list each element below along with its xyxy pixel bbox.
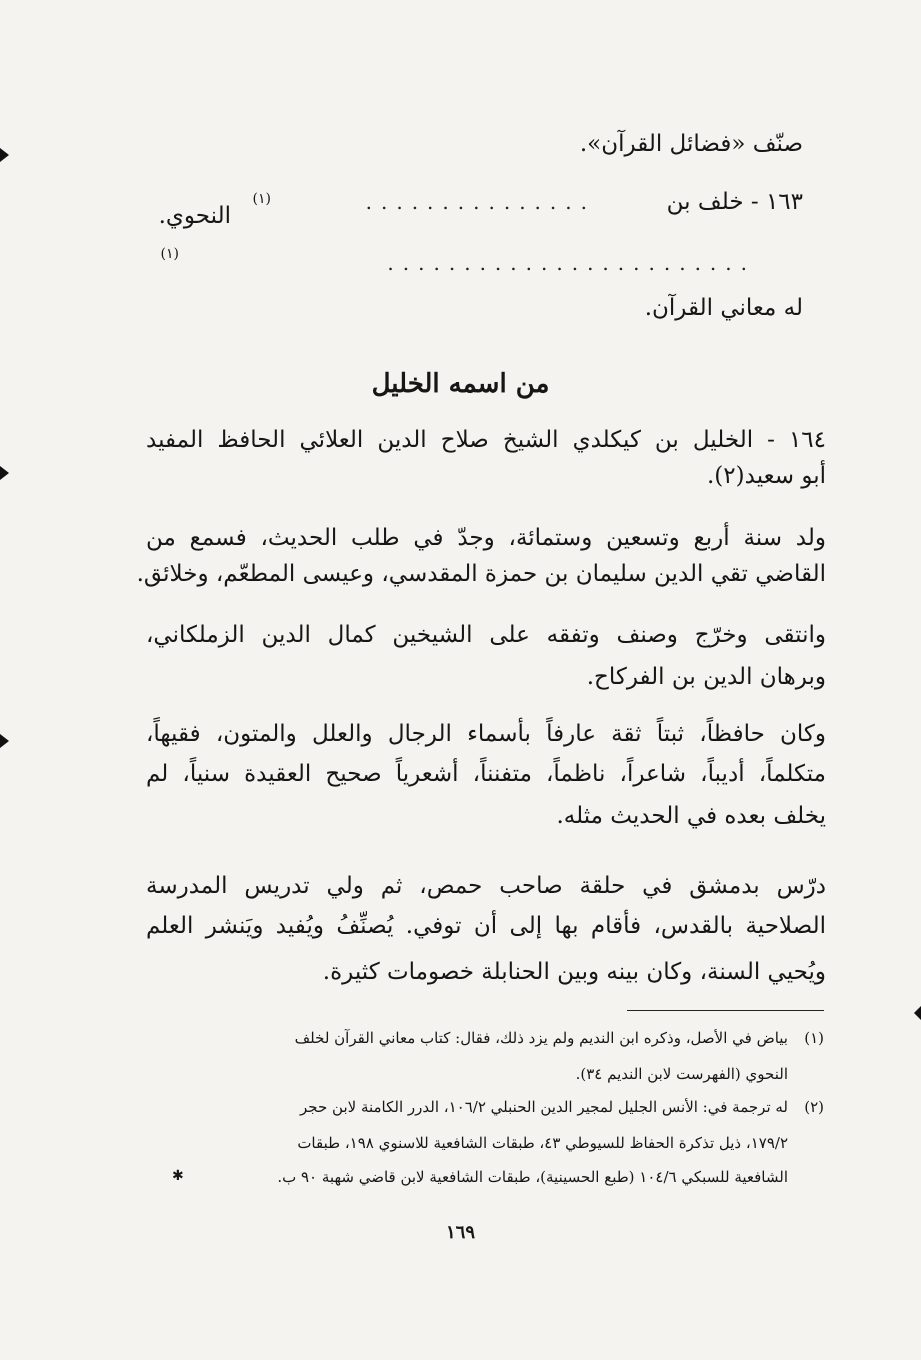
body-line: ويُحيي السنة، وكان بينه وبين الحنابلة خصومات كثيرة. [322,959,826,985]
footnote-line: الشافعية للسبكي ١٠٤/٦ (طبع الحسينية)، طبقات الشافعية لابن قاضي شهبة ٩٠ ب. [277,1168,788,1186]
scan-edge-mark-icon [0,466,9,480]
body-line: متكلماً، أديباً، شاعراً، ناظماً، متفنناً، أشعرياً صحيح العقيدة سنياً، لم [146,761,826,787]
body-line: القاضي تقي الدين سليمان بن حمزة المقدسي، وعيسى المطعّم، وخلائق. [136,561,826,587]
footnote-number: (١) [804,1029,824,1047]
body-line: درّس بدمشق في حلقة صاحب حمص، ثم ولي تدريس المدرسة [146,873,826,899]
text-line: له معاني القرآن. [644,295,803,321]
footnote-line: بياض في الأصل، وذكره ابن النديم ولم يزد ذلك، فقال: كتاب معاني القرآن لخلف [294,1029,788,1047]
body-line: وانتقى وخرّج وصنف وتفقه على الشيخين كمال الدين الزملكاني، [146,622,826,648]
footnote-line: ١٧٩/٢، ذيل تذكرة الحفاظ للسيوطي ٤٣، طبقات الشافعية للاسنوي ١٩٨، طبقات [297,1134,788,1152]
ellipsis-dots: ........................ [387,251,756,275]
body-line: وكان حافظاً، ثبتاً ثقة عارفاً بأسماء الرجال والعلل والمتون، فقيهاً، [146,721,826,747]
scan-edge-mark-icon [0,148,9,162]
footnote-ref: (١) [160,246,179,262]
footnote-ref: (١) [252,191,271,207]
section-heading: من اسمه الخليل [371,369,550,399]
text-line: صنّف «فضائل القرآن». [579,131,803,157]
body-line: ١٦٤ - الخليل بن كيكلدي الشيخ صلاح الدين العلائي الحافظ المفيد [146,427,826,453]
scan-edge-mark-icon [914,1006,921,1020]
footnote-line: له ترجمة في: الأنس الجليل لمجير الدين الحنبلي ١٠٦/٢، الدرر الكامنة لابن حجر [300,1098,788,1116]
entry-163-heading: ١٦٣ - خلف بن [666,189,803,215]
footnote-number: (٢) [804,1098,824,1116]
asterisk-mark-icon: ✱ [172,1168,184,1184]
footnote-divider [627,1010,824,1011]
page-number: ١٦٩ [445,1222,475,1243]
ellipsis-dots: ............... [365,190,596,214]
footnote-line: النحوي (الفهرست لابن النديم ٣٤). [575,1065,788,1083]
body-line: وبرهان الدين بن الفركاح. [586,664,826,690]
body-line: الصلاحية بالقدس، فأقام بها إلى أن توفي. يُصنِّفُ ويُفيد ويَنشر العلم [146,913,826,939]
body-line: أبو سعيد(٢). [707,463,826,489]
body-line: ولد سنة أربع وتسعين وستمائة، وجدّ في طلب الحديث، فسمع من [146,525,826,551]
scan-edge-mark-icon [0,734,9,748]
text-line: النحوي. [158,203,231,229]
body-line: يخلف بعده في الحديث مثله. [556,803,826,829]
